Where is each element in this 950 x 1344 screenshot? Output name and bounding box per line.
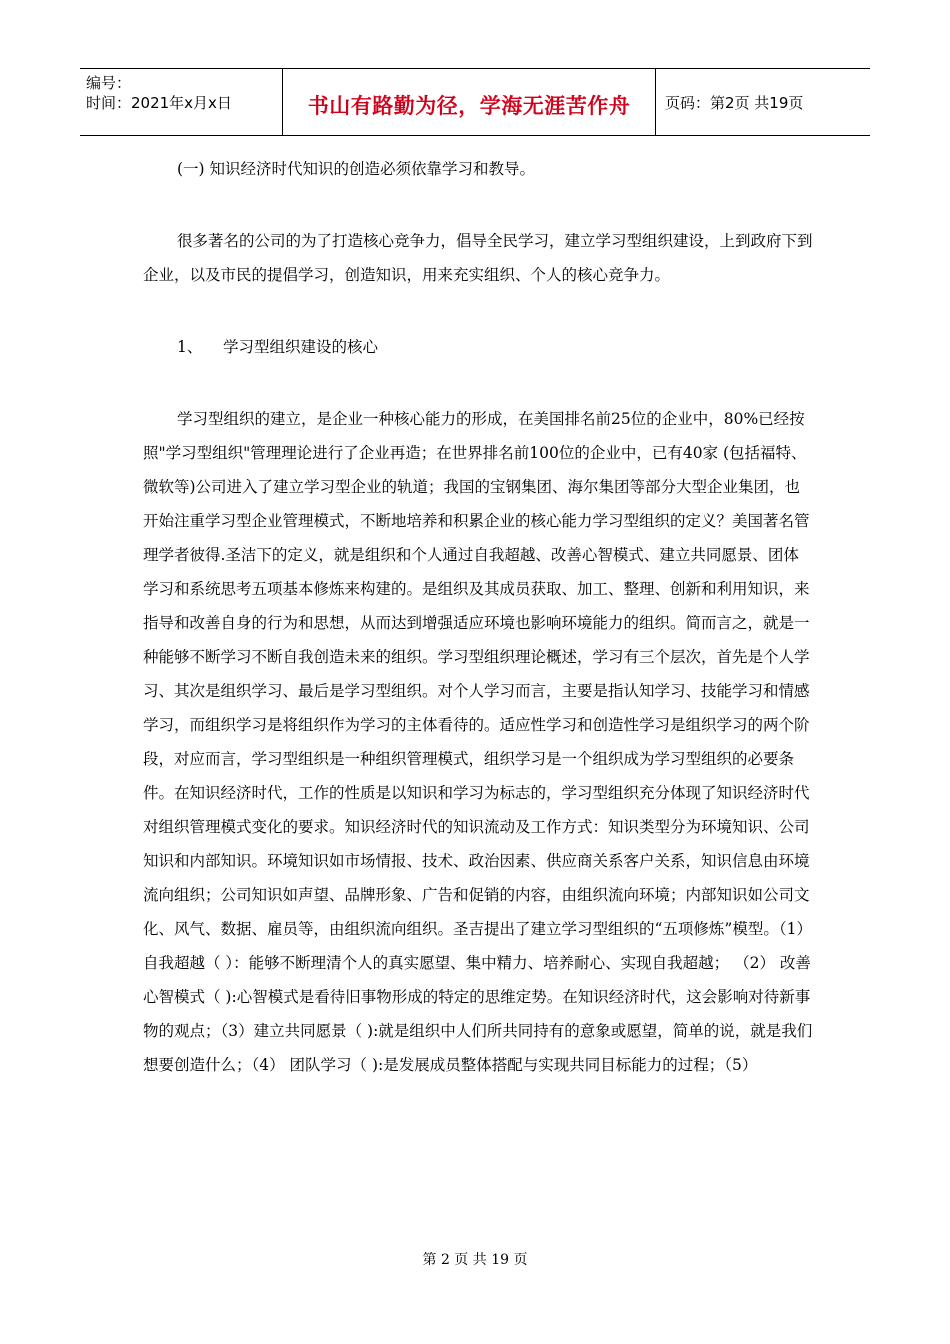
- header-motto-cell: [282, 69, 656, 135]
- page-footer: 第 2 页 共 19 页: [422, 1252, 528, 1268]
- document-number-label: 编号：: [86, 74, 132, 92]
- header-motto: 书山有路勤为径，学海无涯苦作舟: [307, 94, 631, 118]
- paragraph-gap: [143, 186, 813, 224]
- document-time-label: 时间：2021年x月x日: [86, 94, 232, 112]
- paragraph-learning-organization: 学习型组织的建立，是企业一种核心能力的形成，在美国排名前25位的企业中，80%已经按照"学习型组织"管理理论进行了企业再造；在世界排名前100位的企业中，已有40家 (包括福特、微软等)公司进入了建立学习型企业的轨道；我国的宝钢集团、海尔集团等部分大型企业集团，也开始注重学习型企业管理模式，不断地培养和积累企业的核心能力学习型组织的定义？美国著名管理学者彼得.圣洁下的定义，就是组织和个人通过自我超越、改善心智模式、建立共同愿景、团体学习和系统思考五项基本修炼来构建的。是组织及其成员获取、加工、整理、创新和利用知识，来指导和改善自身的行为和思想，从而达到增强适应环境也影响环境能力的组织。简而言之，就是一种能够不断学习不断自我创造未来的组织。学习型组织理论概述，学习有三个层次，首先是个人学习、其次是组织学习、最后是学习型组织。对个人学习而言，主要是指认知学习、技能学习和情感学习，而组织学习是将组织作为学习的主体看待的。适应性学习和创造性学习是组织学习的两个阶段，对应而言，学习型组织是一种组织管理模式，组织学习是一个组织成为学习型组织的必要条件。在知识经济时代，工作的性质是以知识和学习为标志的，学习型组织充分体现了知识经济时代对组织管理模式变化的要求。知识经济时代的知识流动及工作方式：知识类型分为环境知识、公司知识和内部知识。环境知识如市场情报、技术、政治因素、供应商关系客户关系，知识信息由环境流向组织；公司知识如声望、品牌形象、广告和促销的内容，由组织流向环境；内部知识如公司文化、风气、数据、雇员等，由组织流向组织。圣吉提出了建立学习型组织的“五项修炼”模型。（1） 自我超越（ ）：能够不断理清个人的真实愿望、集中精力、培养耐心、实现自我超越； （2） 改善心智模式（ ):心智模式是看待旧事物形成的特定的思维定势。在知识经济时代，这会影响对待新事物的观点；（3）建立共同愿景（ ):就是组织中人们所共同持有的意象或愿望，简单的说，就是我们想要创造什么；（4） 团队学习（ ):是发展成员整体搭配与实现共同目标能力的过程；（5）: [143, 410, 813, 1074]
- section-heading: [143, 330, 813, 364]
- header-page-label: 页码：第2页 共19页: [665, 93, 804, 112]
- paragraph-gap: [143, 364, 813, 402]
- header-page-cell: [656, 69, 870, 135]
- intro-heading: (一) 知识经济时代知识的创造必须依靠学习和教导。: [177, 160, 536, 178]
- section-number: 1、: [177, 338, 203, 356]
- document-body: [143, 152, 813, 1082]
- header-meta-cell: [80, 69, 282, 135]
- paragraph-gap: [143, 292, 813, 330]
- document-header: [80, 68, 870, 136]
- paragraph-core-competence: 很多著名的公司的为了打造核心竞争力，倡导全民学习，建立学习型组织建设，上到政府下到企业，以及市民的提倡学习，创造知识，用来充实组织、个人的核心竞争力。: [143, 232, 813, 284]
- section-title: 学习型组织建设的核心: [223, 338, 379, 356]
